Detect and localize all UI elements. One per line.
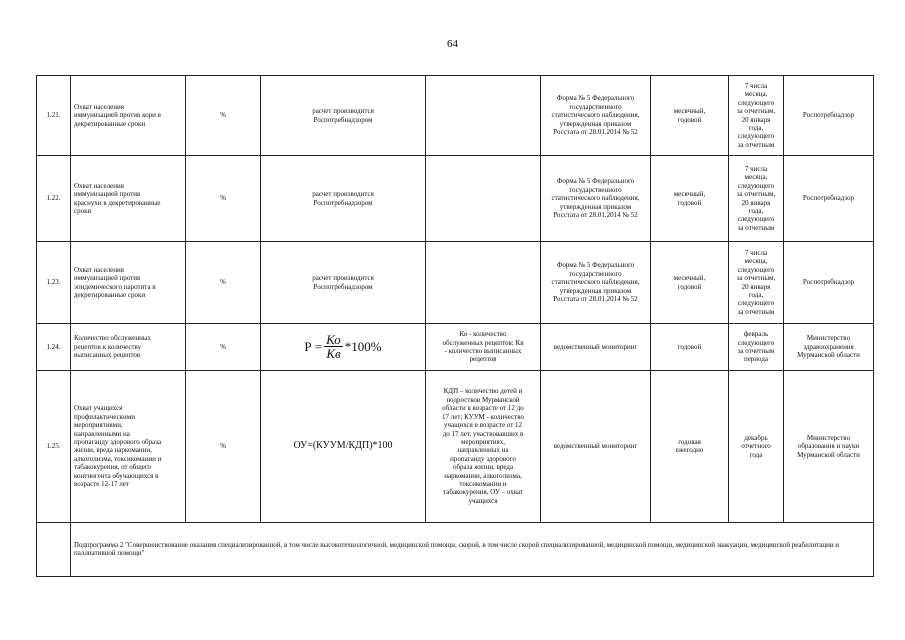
notes-cell: Ко - количество обслуженных рецептов; Кв - количество выписанных рецептов [426, 324, 541, 371]
unit-cell: % [186, 156, 261, 242]
method-cell: расчет производится Роспотребнадзором [261, 76, 426, 156]
method-cell: расчет производится Роспотребнадзором [261, 242, 426, 324]
notes-cell [426, 76, 541, 156]
unit-cell: % [186, 76, 261, 156]
method-cell: расчет производится Роспотребнадзором [261, 156, 426, 242]
formula-suffix: *100% [344, 338, 382, 354]
table-row [37, 324, 874, 371]
source-cell: ведомственный мониторинг [541, 370, 651, 522]
periodicity-cell: месячный, годовой [651, 156, 729, 242]
responsible-cell: Министерство здравоохранения Мурманской области [784, 324, 874, 371]
deadline-cell: 7 числа месяца, следующего за отчетным, 20 января года, следующего за отчетным [729, 76, 784, 156]
indicator-name: Охват учащихся профилактическими мероприятиями, направленными на пропаганду здорового образа жизни, вреда наркомании, алкоголизма, токсикомании и табакокурения, от общего контингента обучающихся в возрасте 12-17 лет [71, 370, 186, 522]
formula: ОУ=(КУУМ/КДП)*100 [293, 440, 393, 452]
subprogram-number-cell [37, 522, 71, 576]
unit-cell: % [186, 370, 261, 522]
row-number: 1.23. [37, 242, 71, 324]
source-cell: Форма № 5 Федерального государственного статистического наблюдения, утвержденная приказом Росстата от 28.01.2014 № 52 [541, 76, 651, 156]
notes-cell [426, 156, 541, 242]
deadline-cell: февраль следующего за отчетным периода [729, 324, 784, 371]
indicator-name: Охват населения иммунизацией против кори в декретированные сроки [71, 76, 186, 156]
formula-cell [261, 370, 426, 522]
page-number: 64 [447, 38, 458, 50]
row-number: 1.24. [37, 324, 71, 371]
notes-cell: КДП – количество детей и подростков Мурманской области в возрасте от 12 до 17 лет; КУУМ - количество учащихся в возрасте от 12 до 17 лет, участвовавших в мероприятиях, направленных на пропаганду здорового образа жизни, вреда наркомании, алкоголизма, токсикомании и табакокурения, ОУ – охват учащихся [426, 370, 541, 522]
unit-cell: % [186, 324, 261, 371]
unit-cell: % [186, 242, 261, 324]
formula-denominator: Кв [326, 346, 341, 362]
subprogram-title: Подпрограмма 2 "Совершенствование оказания специализированной, в том числе высокотехнологичной, медицинской помощи, скорой, в том числе скорой специализированной, медицинской помощи, медицинской эвакуации, медицинской реабилитации и паллиативной помощи" [71, 522, 874, 576]
source-cell: ведомственный мониторинг [541, 324, 651, 371]
responsible-cell: Роспотребнадзор [784, 156, 874, 242]
indicator-name: Количество обслуженных рецептов к количеству выписанных рецептов [71, 324, 186, 371]
periodicity-cell: месячный, годовой [651, 76, 729, 156]
indicators-table [36, 75, 874, 577]
table-row [37, 370, 874, 522]
indicator-name: Охват населения иммунизацией против эпидемического паротита в декретированные сроки [71, 242, 186, 324]
table-row [37, 76, 874, 156]
formula-fraction [324, 333, 343, 360]
formula-prefix: Р = [304, 338, 323, 354]
indicator-name: Охват населения иммунизацией против краснухи в декретированные сроки [71, 156, 186, 242]
row-number: 1.21. [37, 76, 71, 156]
source-cell: Форма № 5 Федерального государственного статистического наблюдения, утвержденная приказом Росстата от 28.01.2014 № 52 [541, 156, 651, 242]
formula-numerator: Ко [326, 332, 341, 348]
source-cell: Форма № 5 Федерального государственного статистического наблюдения, утвержденная приказом Росстата от 28.01.2014 № 52 [541, 242, 651, 324]
row-number: 1.22. [37, 156, 71, 242]
periodicity-cell: годовой [651, 324, 729, 371]
responsible-cell: Роспотребнадзор [784, 242, 874, 324]
notes-cell [426, 242, 541, 324]
formula [264, 333, 422, 360]
subprogram-row [37, 522, 874, 576]
deadline-cell: 7 числа месяца, следующего за отчетным, 20 января года, следующего за отчетным [729, 156, 784, 242]
table-row [37, 156, 874, 242]
deadline-cell: декабрь отчетного года [729, 370, 784, 522]
periodicity-cell: годовая ежегодно [651, 370, 729, 522]
table-row [37, 242, 874, 324]
responsible-cell: Министерство образования и науки Мурманской области [784, 370, 874, 522]
formula-cell [261, 324, 426, 371]
row-number: 1.25. [37, 370, 71, 522]
responsible-cell: Роспотребнадзор [784, 76, 874, 156]
deadline-cell: 7 числа месяца, следующего за отчетным, 20 января года, следующего за отчетным [729, 242, 784, 324]
periodicity-cell: месячный, годовой [651, 242, 729, 324]
